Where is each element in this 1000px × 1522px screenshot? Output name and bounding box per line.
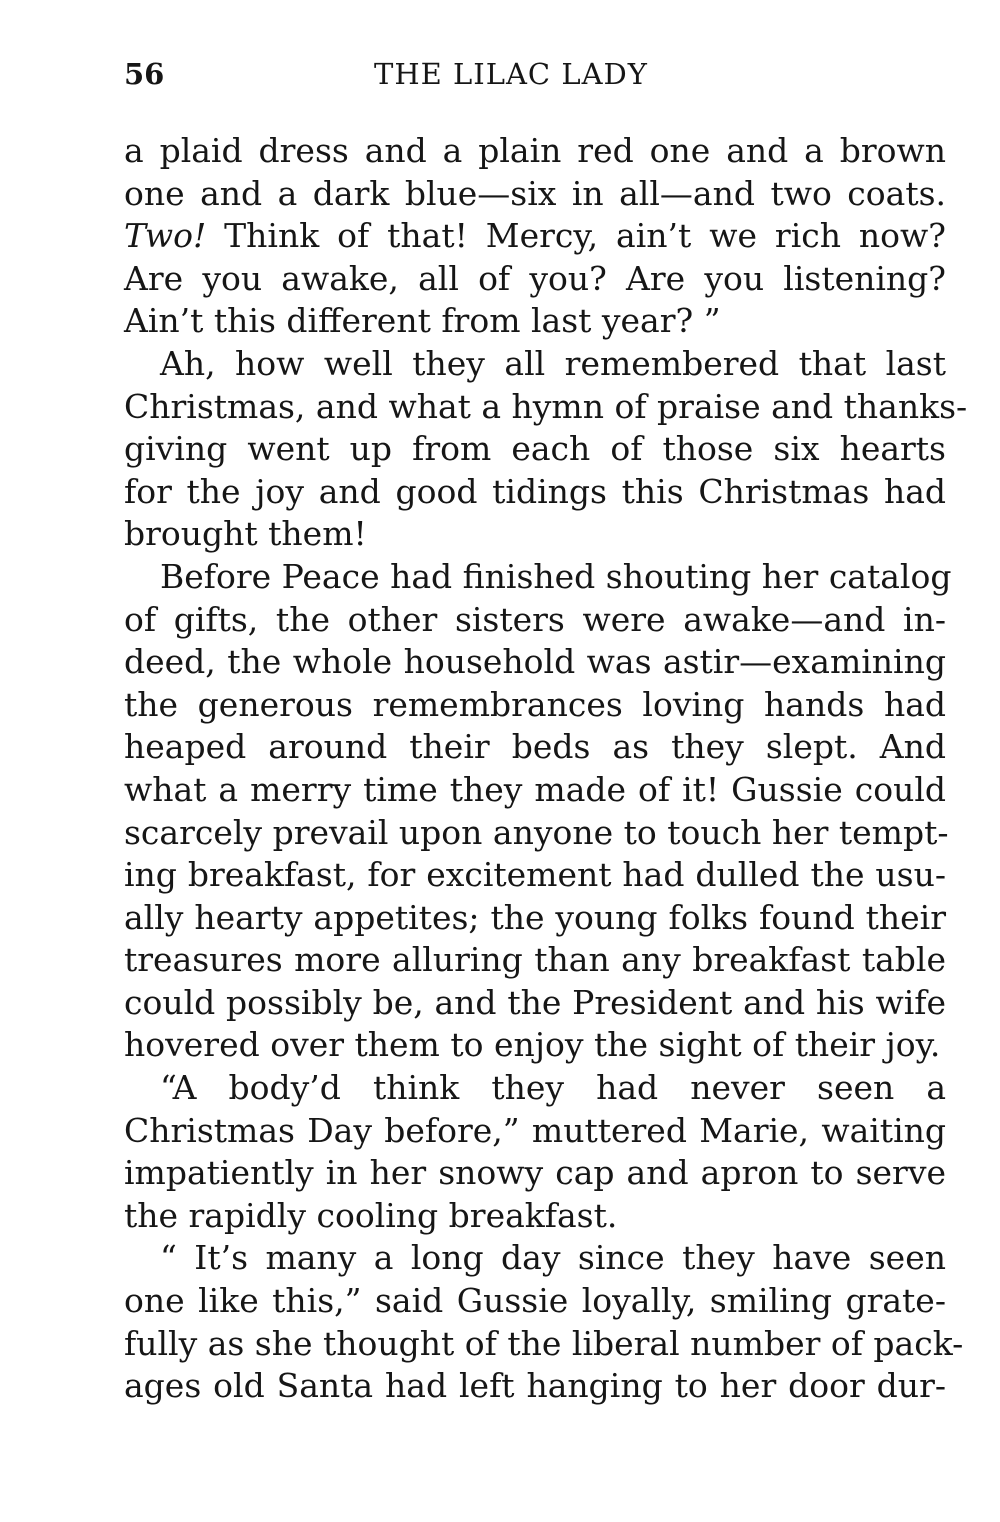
text-line: ing breakfast, for excitement had dulled the usu- bbox=[124, 855, 946, 895]
text-line: hovered over them to enjoy the sight of their joy. bbox=[124, 1025, 941, 1065]
text-line: Christmas Day before,” muttered Marie, waiting bbox=[124, 1110, 946, 1150]
text-line: Ah, how well they all remembered that last bbox=[160, 343, 946, 383]
text-line: “A body’d think they had never seen a bbox=[160, 1068, 946, 1108]
text-line: deed, the whole household was astir—examining bbox=[124, 642, 946, 682]
text-line: of gifts, the other sisters were awake—and in- bbox=[124, 599, 946, 639]
text-line: impatiently in her snowy cap and apron to serve bbox=[124, 1153, 946, 1193]
text-line: fully as she thought of the liberal number of pack- bbox=[124, 1323, 964, 1363]
body-text bbox=[124, 130, 968, 1408]
text-line: heaped around their beds as they slept. And bbox=[124, 727, 946, 767]
text-line: one like this,” said Gussie loyally, smiling grate- bbox=[124, 1281, 946, 1321]
text-line: ally hearty appetites; the young folks found their bbox=[124, 897, 946, 937]
running-head bbox=[124, 54, 944, 94]
text-line: brought them! bbox=[124, 514, 367, 554]
text-line: scarcely prevail upon anyone to touch her tempt- bbox=[124, 812, 949, 852]
text-line: what a merry time they made of it! Gussie could bbox=[124, 769, 946, 809]
text-line: the generous remembrances loving hands had bbox=[124, 684, 946, 724]
text-line: Ain’t this different from last year? ” bbox=[124, 301, 721, 341]
text-line: “ It’s many a long day since they have seen bbox=[160, 1238, 946, 1278]
page-number: 56 bbox=[124, 57, 165, 91]
text-line: a plaid dress and a plain red one and a brown bbox=[124, 131, 946, 170]
text-line: Two! Think of that! Mercy, ain’t we rich now? bbox=[124, 216, 946, 256]
text-line: could possibly be, and the President and his wife bbox=[124, 982, 946, 1022]
text-line: treasures more alluring than any breakfast table bbox=[124, 940, 946, 980]
text-line: Before Peace had finished shouting her catalog bbox=[160, 556, 952, 596]
text-line: giving went up from each of those six hearts bbox=[124, 429, 946, 469]
text-line: for the joy and good tidings this Christmas had bbox=[124, 471, 946, 511]
book-title: THE LILAC LADY bbox=[374, 57, 648, 91]
text-line: Are you awake, all of you? Are you listening? bbox=[124, 258, 946, 298]
text-line: ages old Santa had left hanging to her door dur- bbox=[124, 1366, 946, 1406]
text-line: Christmas, and what a hymn of praise and thanks- bbox=[124, 386, 968, 426]
text-line: one and a dark blue—six in all—and two coats. bbox=[124, 173, 946, 213]
text-line: the rapidly cooling breakfast. bbox=[124, 1195, 618, 1235]
